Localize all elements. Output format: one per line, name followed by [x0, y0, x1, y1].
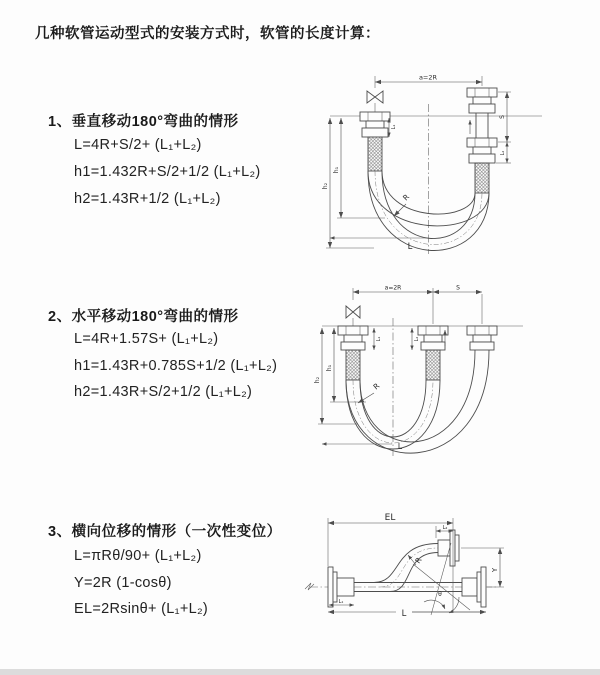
dim-l1-label: L₁	[376, 336, 382, 342]
dim-l2-label: L₂	[500, 150, 506, 156]
dim-l2-label: L₂	[442, 525, 448, 531]
break-mark	[305, 583, 314, 590]
braided-hose-left	[368, 137, 382, 171]
valve-icon	[346, 306, 360, 326]
dim-h1-label: h₁	[326, 364, 333, 372]
section-2-formula-L: L=4R+1.57S+ (L₁+L₂)	[74, 331, 219, 347]
dim-h2-outer	[322, 118, 374, 248]
dim-l1	[374, 328, 382, 350]
hose-fitting-left	[360, 112, 390, 171]
dim-l2-label: L₂	[414, 336, 420, 342]
dim-l	[328, 609, 486, 619]
section-3-formula-EL: EL=2Rsinθ+ (L₁+L₂)	[74, 601, 209, 617]
diagram-horizontal-180-bend	[308, 280, 600, 460]
section-1-heading: 1、垂直移动180°弯曲的情形	[48, 114, 239, 130]
page-title: 几种软管运动型式的安装方式时，软管的长度计算：	[35, 26, 380, 42]
dim-s-label: S	[499, 115, 506, 119]
hose-fitting-right-lower	[467, 138, 497, 193]
hose-fitting-middle	[418, 326, 448, 380]
dim-top-a2r	[353, 285, 482, 325]
dim-el-label: EL	[384, 513, 396, 523]
section-3-formula-L: L=πRθ/90+ (L₁+L₂)	[74, 548, 202, 564]
dim-el	[328, 513, 453, 612]
length-label: L	[397, 442, 403, 451]
section-3-heading: 3、横向位移的情形（一次性变位）	[48, 524, 282, 540]
length-label: L	[407, 242, 413, 252]
length-callout	[322, 442, 403, 451]
page-bottom-edge	[0, 669, 600, 675]
dim-y-label: Y	[491, 567, 499, 573]
hose-fitting-right-upper	[467, 88, 497, 138]
angle-theta-label: θ	[438, 591, 442, 598]
valve-icon	[367, 91, 383, 112]
braided-hose-right	[475, 163, 489, 193]
section-1-formula-h1: h1=1.432R+S/2+1/2 (L₁+L₂)	[74, 164, 261, 180]
dim-h2-label: h₂	[322, 182, 329, 190]
hose-fitting-left	[338, 326, 368, 380]
braided-hose-middle	[426, 350, 440, 380]
section-1-formula-h2: h2=1.43R+1/2 (L₁+L₂)	[74, 191, 221, 207]
diagram-vertical-180-bend	[310, 68, 600, 258]
section-1-formula-L: L=4R+S/2+ (L₁+L₂)	[74, 137, 202, 153]
dim-top-a2r	[375, 74, 482, 89]
length-callout	[330, 238, 428, 252]
dim-l1-label: L₁	[391, 124, 397, 130]
hose-u-bend	[346, 350, 489, 453]
dim-a2r-label: a=2R	[418, 73, 438, 82]
dim-a2r-label: a=2R	[384, 284, 402, 292]
braided-hose-left	[346, 350, 360, 380]
dim-l2	[496, 142, 511, 163]
dim-top-s	[433, 285, 482, 293]
radius-callout	[394, 192, 411, 216]
length-label: L	[401, 609, 407, 619]
diagram-lateral-displacement	[300, 498, 600, 658]
hose-fitting-right-moved	[467, 326, 497, 350]
radius-label: R	[413, 555, 424, 566]
dim-h1-label: h₁	[333, 166, 340, 174]
section-3-formula-Y: Y=2R (1-cosθ)	[74, 575, 172, 591]
section-2-heading: 2、水平移动180°弯曲的情形	[48, 309, 239, 325]
radius-label: R	[371, 381, 382, 392]
dim-l1-label: L₁	[338, 599, 344, 605]
dim-s-label: S	[456, 284, 460, 292]
section-2-formula-h1: h1=1.43R+0.785S+1/2 (L₁+L₂)	[74, 358, 278, 374]
section-2-formula-h2: h2=1.43R+S/2+1/2 (L₁+L₂)	[74, 384, 253, 400]
radius-label: R	[401, 192, 412, 203]
dim-h2-label: h₂	[314, 376, 321, 384]
